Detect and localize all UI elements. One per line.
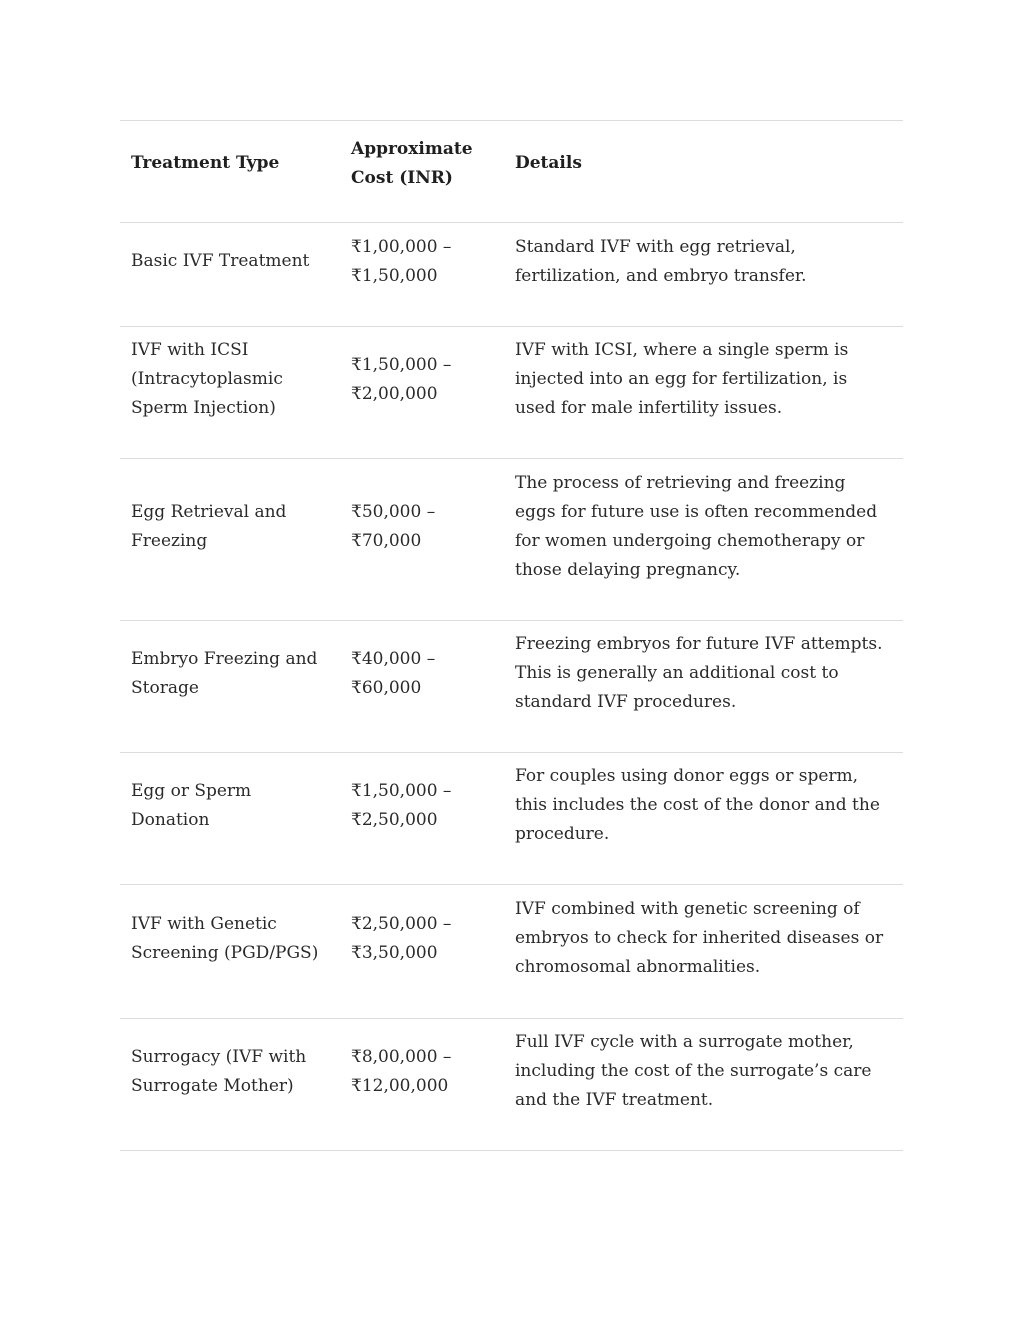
ivf-cost-table-container — [120, 120, 903, 1151]
cell-details: Freezing embryos for future IVF attempts. This is generally an additional cost to standard IVF procedures. — [515, 634, 883, 712]
cell-details: Full IVF cycle with a surrogate mother, including the cost of the surrogate’s care and the IVF treatment. — [515, 1032, 872, 1110]
cell-cost: ₹40,000 – ₹60,000 — [351, 648, 436, 698]
header-approximate-cost: Approximate Cost (INR) — [351, 138, 473, 188]
cell-details: IVF combined with genetic screening of embryos to check for inherited diseases or chromosomal abnormalities. — [515, 899, 884, 977]
cell-details: Standard IVF with egg retrieval, fertilization, and embryo transfer. — [515, 236, 807, 286]
cell-treatment: Embryo Freezing and Storage — [131, 648, 318, 698]
cell-cost: ₹50,000 – ₹70,000 — [351, 501, 436, 551]
cell-treatment: Basic IVF Treatment — [131, 251, 310, 271]
table-row — [120, 753, 903, 885]
cell-cost: ₹1,50,000 – ₹2,00,000 — [351, 354, 452, 404]
cell-cost: ₹1,00,000 – ₹1,50,000 — [351, 236, 452, 286]
ivf-cost-table — [120, 120, 903, 1151]
cell-treatment: Egg or Sperm Donation — [131, 780, 252, 830]
cell-details: For couples using donor eggs or sperm, this includes the cost of the donor and the procedure. — [515, 766, 880, 844]
cell-details: IVF with ICSI, where a single sperm is injected into an egg for fertilization, is used for male infertility issues. — [515, 340, 849, 418]
table-row — [120, 223, 903, 327]
table-row — [120, 459, 903, 621]
table-row — [120, 621, 903, 753]
table-row — [120, 1019, 903, 1151]
cell-treatment: IVF with Genetic Screening (PGD/PGS) — [131, 913, 319, 963]
cell-cost: ₹8,00,000 – ₹12,00,000 — [351, 1046, 452, 1096]
header-details: Details — [515, 153, 582, 173]
cell-treatment: Egg Retrieval and Freezing — [131, 501, 287, 551]
table-header-row — [120, 121, 903, 223]
table-row — [120, 327, 903, 459]
table-row — [120, 885, 903, 1019]
header-treatment-type: Treatment Type — [131, 153, 280, 173]
cell-cost: ₹2,50,000 – ₹3,50,000 — [351, 913, 452, 963]
cell-details: The process of retrieving and freezing eggs for future use is often recommended for women undergoing chemotherapy or those delaying pregnancy. — [515, 472, 878, 580]
cell-treatment: Surrogacy (IVF with Surrogate Mother) — [131, 1046, 307, 1096]
cell-treatment: IVF with ICSI (Intracytoplasmic Sperm Injection) — [131, 340, 283, 418]
cell-cost: ₹1,50,000 – ₹2,50,000 — [351, 780, 452, 830]
